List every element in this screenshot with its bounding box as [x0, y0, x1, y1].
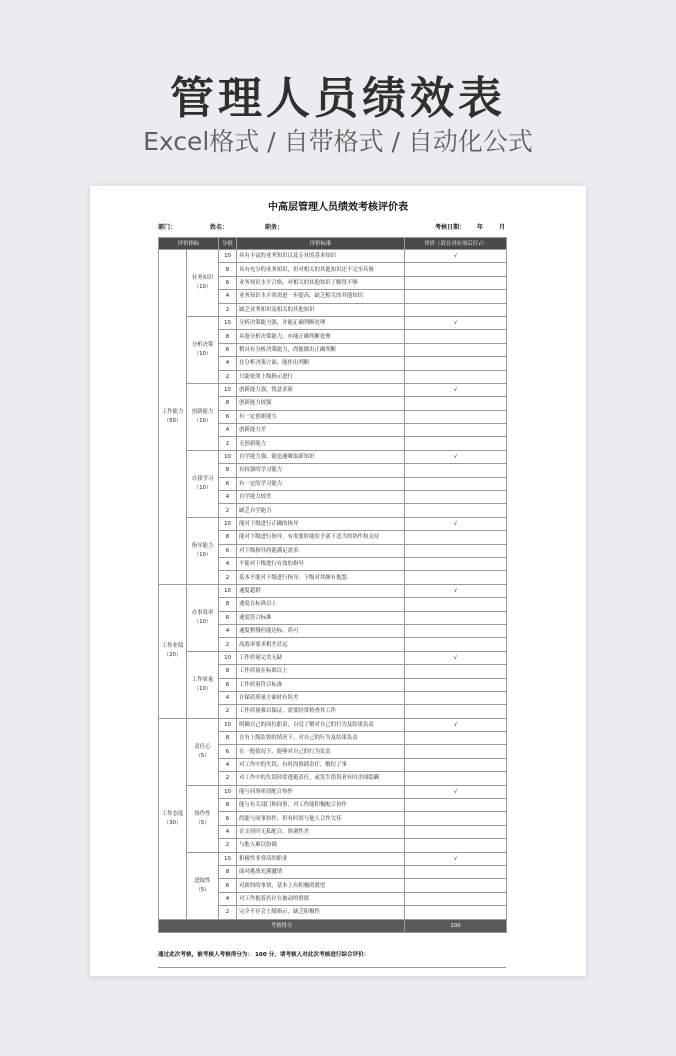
header-score: 分值: [219, 238, 237, 250]
standard-cell: 有一定创新能力: [237, 410, 405, 423]
rating-cell[interactable]: [405, 290, 507, 303]
subcategory-cell: 工作质量（10）: [187, 651, 219, 718]
standard-cell: 具有充分的业务知识，但对相关的其他知识还不完全具备: [237, 263, 405, 276]
rating-cell[interactable]: √: [405, 852, 507, 865]
score-cell: 10: [219, 450, 237, 463]
score-cell: 6: [219, 678, 237, 691]
rating-cell[interactable]: [405, 410, 507, 423]
standard-cell: 速度稍慢但能达标，尚可: [237, 624, 405, 637]
sheet-title: 中高层管理人员绩效考核评价表: [268, 202, 408, 213]
rating-cell[interactable]: [405, 758, 507, 771]
subcategory-cell: 创新能力（10）: [187, 383, 219, 450]
total-label: 考核得分: [159, 919, 405, 932]
score-cell: 2: [219, 504, 237, 517]
score-cell: 10: [219, 383, 237, 396]
banner-subtitle: Excel格式 / 自带格式 / 自动化公式: [143, 127, 533, 156]
standard-cell: 工作质量在标准以上: [237, 665, 405, 678]
standard-cell: 有一定的学习能力: [237, 477, 405, 490]
score-cell: 8: [219, 598, 237, 611]
table-row: [159, 584, 507, 597]
score-cell: 8: [219, 330, 237, 343]
subcategory-cell: 指导能力（10）: [187, 517, 219, 584]
total-value: 100: [405, 919, 507, 932]
score-cell: 10: [219, 250, 237, 263]
rating-cell[interactable]: [405, 678, 507, 691]
rating-cell[interactable]: [405, 638, 507, 651]
rating-cell[interactable]: [405, 276, 507, 289]
standard-cell: 自学能力强，能迅速吸取新知识: [237, 450, 405, 463]
score-cell: 4: [219, 624, 237, 637]
score-cell: 2: [219, 303, 237, 316]
table-row: [159, 852, 507, 865]
rating-cell[interactable]: [405, 598, 507, 611]
score-cell: 8: [219, 531, 237, 544]
score-cell: 8: [219, 799, 237, 812]
score-cell: 2: [219, 705, 237, 718]
standard-cell: 具备分析决策能力，亦能正确判断处理: [237, 330, 405, 343]
footnote: 通过此次考核，被考核人考核得分为： 100 分，请考核人对此次考核进行综合评价：: [158, 952, 370, 958]
table-row: [159, 450, 507, 463]
score-cell: 6: [219, 477, 237, 490]
standard-cell: 对工作中的失误经常逃避责任，或发生错误者有时企图隐瞒: [237, 772, 405, 785]
rating-cell[interactable]: [405, 732, 507, 745]
score-cell: 4: [219, 557, 237, 570]
category-cell: 工作态度（30）: [159, 718, 187, 919]
total-row: [159, 919, 507, 932]
standard-cell: 缺乏业务知识及相关的其他知识: [237, 303, 405, 316]
standard-cell: 工作质量符合标准: [237, 678, 405, 691]
standard-cell: 工作质量难以保证，需要经常检查其工作: [237, 705, 405, 718]
score-cell: 10: [219, 852, 237, 865]
rating-cell[interactable]: √: [405, 651, 507, 664]
rating-cell[interactable]: [405, 825, 507, 838]
header-standard: 评价标准: [237, 238, 405, 250]
standard-cell: 速度在标准以上: [237, 598, 405, 611]
score-cell: 4: [219, 357, 237, 370]
score-cell: 4: [219, 424, 237, 437]
score-cell: 10: [219, 584, 237, 597]
table-row: [159, 383, 507, 396]
rating-cell[interactable]: [405, 745, 507, 758]
standard-cell: 对工作中的失误，有时尚推卸责任，敷衍了事: [237, 758, 405, 771]
standard-cell: 对新的的事情，基本上有积极的愿望: [237, 879, 405, 892]
standard-cell: 在保质质量方面时有误差: [237, 691, 405, 704]
score-cell: 4: [219, 758, 237, 771]
standard-cell: 不能对下级进行有效的指导: [237, 557, 405, 570]
score-cell: 6: [219, 879, 237, 892]
score-cell: 6: [219, 812, 237, 825]
score-cell: 2: [219, 906, 237, 919]
table-body: [159, 250, 507, 933]
standard-cell: 有较强的学习能力: [237, 464, 405, 477]
subcategory-cell: 办事效率（10）: [187, 584, 219, 651]
standard-cell: 明确自己的岗位职责，自觉了解对自己的行为及结果负责: [237, 718, 405, 731]
subcategory-cell: 协作性（5）: [187, 785, 219, 852]
category-cell: 工作能力（50）: [159, 250, 187, 585]
standard-cell: 对工作抱着仍存在被动的情绪: [237, 892, 405, 905]
standard-cell: 能与同事密切配合协作: [237, 785, 405, 798]
rating-cell[interactable]: [405, 303, 507, 316]
table-row: [159, 785, 507, 798]
score-cell: 10: [219, 718, 237, 731]
standard-cell: 基本不能对下级进行指导，下级对其颇有抱怨: [237, 571, 405, 584]
standard-cell: 只能依照上级指示进行: [237, 370, 405, 383]
standard-cell: 分析决策能力强，并能正确判断处理: [237, 316, 405, 329]
score-cell: 10: [219, 785, 237, 798]
header-rating: 评价（请在对应项后打√）: [405, 238, 507, 250]
score-cell: 2: [219, 571, 237, 584]
header-criteria: 评价指标: [159, 238, 219, 250]
standard-cell: 创新能力差: [237, 424, 405, 437]
rating-cell[interactable]: [405, 812, 507, 825]
rating-cell[interactable]: [405, 571, 507, 584]
score-cell: 8: [219, 397, 237, 410]
standard-cell: 具有丰富的业务知识以及专业的基本知识: [237, 250, 405, 263]
banner-title: 管理人员绩效表: [170, 73, 506, 124]
rating-cell[interactable]: [405, 865, 507, 878]
score-cell: 10: [219, 517, 237, 530]
standard-cell: 工作质量完美无缺: [237, 651, 405, 664]
standard-cell: 尚能与同事协作，但有时尚与他人合作欠佳: [237, 812, 405, 825]
rating-cell[interactable]: [405, 263, 507, 276]
score-cell: 2: [219, 370, 237, 383]
standard-cell: 稍具有分析决策能力，尚能做出正确判断: [237, 343, 405, 356]
standard-cell: 创新能力强，锐意求新: [237, 383, 405, 396]
rating-cell[interactable]: √: [405, 316, 507, 329]
rating-cell[interactable]: [405, 665, 507, 678]
subcategory-cell: 自我学习（10）: [187, 450, 219, 517]
standard-cell: 在支持时无私配合，协调性差: [237, 825, 405, 838]
evaluation-table: [158, 237, 507, 933]
rating-cell[interactable]: [405, 531, 507, 544]
score-cell: 2: [219, 437, 237, 450]
standard-cell: 能对下级进行正确的指导: [237, 517, 405, 530]
score-cell: 6: [219, 611, 237, 624]
evaluation-sheet: [90, 186, 586, 976]
score-cell: 8: [219, 732, 237, 745]
score-cell: 8: [219, 665, 237, 678]
score-cell: 6: [219, 343, 237, 356]
rating-cell[interactable]: √: [405, 785, 507, 798]
score-cell: 2: [219, 638, 237, 651]
standard-cell: 速度超群: [237, 584, 405, 597]
comment-line[interactable]: [158, 967, 506, 968]
table-header-row: [159, 238, 507, 250]
rating-cell[interactable]: [405, 611, 507, 624]
category-cell: 工作业绩（20）: [159, 584, 187, 718]
rating-cell[interactable]: [405, 892, 507, 905]
subcategory-cell: 业务知识（10）: [187, 250, 219, 317]
standard-cell: 在一般情况下，能够对自己的行为负责: [237, 745, 405, 758]
standard-cell: 在分析决策方面，能作出判断: [237, 357, 405, 370]
standard-cell: 速度符合标准: [237, 611, 405, 624]
score-cell: 4: [219, 491, 237, 504]
score-cell: 10: [219, 316, 237, 329]
year-label: 年: [477, 224, 484, 231]
standard-cell: 缺乏自学能力: [237, 504, 405, 517]
position-label: 职务：: [265, 224, 284, 231]
score-cell: 4: [219, 691, 237, 704]
table-row: [159, 517, 507, 530]
rating-cell[interactable]: [405, 839, 507, 852]
rating-cell[interactable]: [405, 330, 507, 343]
name-label: 姓名：: [210, 224, 229, 231]
rating-cell[interactable]: [405, 705, 507, 718]
table-row: [159, 718, 507, 731]
standard-cell: 完全不存会上级指示，缺乏积极性: [237, 906, 405, 919]
rating-cell[interactable]: √: [405, 383, 507, 396]
standard-cell: 业务知识水平尚需进一步提高，缺乏相关的其他知识: [237, 290, 405, 303]
standard-cell: 积极性非常高的职业: [237, 852, 405, 865]
rating-cell[interactable]: [405, 424, 507, 437]
rating-cell[interactable]: [405, 477, 507, 490]
rating-cell[interactable]: √: [405, 517, 507, 530]
score-cell: 8: [219, 865, 237, 878]
table-row: [159, 651, 507, 664]
score-cell: 8: [219, 464, 237, 477]
standard-cell: 对下级指导尚能满足需求: [237, 544, 405, 557]
rating-cell[interactable]: [405, 504, 507, 517]
rating-cell[interactable]: √: [405, 250, 507, 263]
rating-cell[interactable]: [405, 624, 507, 637]
standard-cell: 与他人难以协调: [237, 839, 405, 852]
standard-cell: 能对下级进行指导，有需要时能给予部下适当的协作和支持: [237, 531, 405, 544]
standard-cell: 高效率要求相差甚远: [237, 638, 405, 651]
score-cell: 6: [219, 276, 237, 289]
table-row: [159, 250, 507, 263]
score-cell: 8: [219, 263, 237, 276]
score-cell: 6: [219, 745, 237, 758]
rating-cell[interactable]: [405, 464, 507, 477]
score-cell: 2: [219, 839, 237, 852]
dept-label: 部门：: [158, 224, 177, 231]
rating-cell[interactable]: √: [405, 450, 507, 463]
rating-cell[interactable]: [405, 370, 507, 383]
rating-cell[interactable]: [405, 879, 507, 892]
table-row: [159, 316, 507, 329]
rating-cell[interactable]: [405, 691, 507, 704]
rating-cell[interactable]: [405, 557, 507, 570]
subcategory-cell: 责任心（5）: [187, 718, 219, 785]
score-cell: 4: [219, 290, 237, 303]
standard-cell: 业务知识水平合格，对相关的其他知识了解得不够: [237, 276, 405, 289]
score-cell: 2: [219, 772, 237, 785]
rating-cell[interactable]: √: [405, 718, 507, 731]
rating-cell[interactable]: [405, 357, 507, 370]
date-label: 考核日期：: [435, 224, 466, 231]
rating-cell[interactable]: [405, 343, 507, 356]
standard-cell: 自学能力较差: [237, 491, 405, 504]
rating-cell[interactable]: [405, 906, 507, 919]
standard-cell: 无创新能力: [237, 437, 405, 450]
subcategory-cell: 进取性（5）: [187, 852, 219, 919]
rating-cell[interactable]: [405, 799, 507, 812]
standard-cell: 在有上级监督的情况下，对自己的行为及结果负责: [237, 732, 405, 745]
rating-cell[interactable]: [405, 437, 507, 450]
subcategory-cell: 分析决策（10）: [187, 316, 219, 383]
score-cell: 6: [219, 410, 237, 423]
standard-cell: 能与有关部门和同事，对工作能积极配合协作: [237, 799, 405, 812]
score-cell: 4: [219, 825, 237, 838]
rating-cell[interactable]: [405, 544, 507, 557]
score-cell: 4: [219, 892, 237, 905]
month-label: 月: [499, 224, 506, 231]
score-cell: 6: [219, 544, 237, 557]
rating-cell[interactable]: [405, 397, 507, 410]
rating-cell[interactable]: [405, 491, 507, 504]
standard-cell: 创新能力较强: [237, 397, 405, 410]
rating-cell[interactable]: [405, 772, 507, 785]
standard-cell: 面对挑战充满激情: [237, 865, 405, 878]
score-cell: 10: [219, 651, 237, 664]
rating-cell[interactable]: √: [405, 584, 507, 597]
